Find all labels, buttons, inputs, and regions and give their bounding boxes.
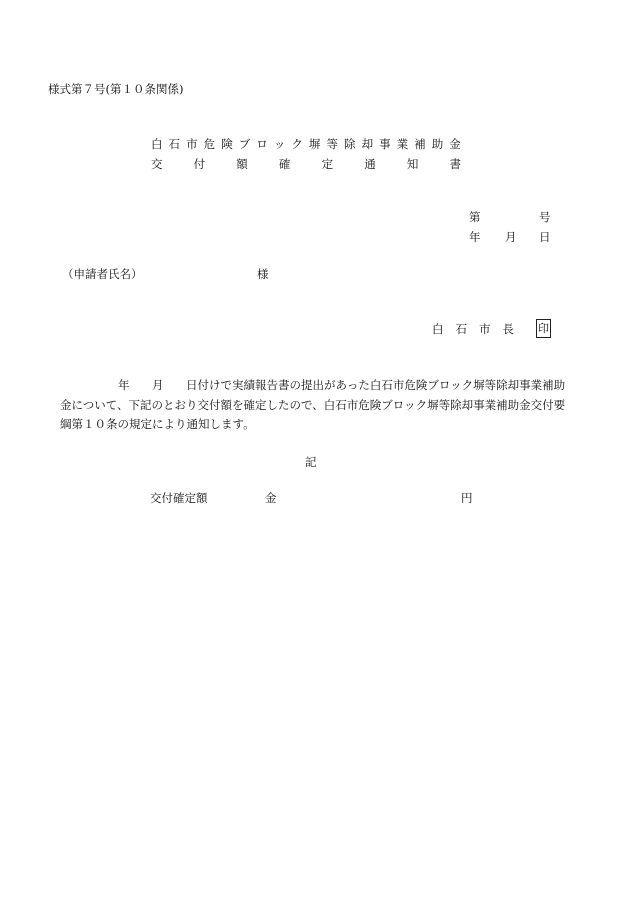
- subtitle-char: 知: [406, 157, 419, 171]
- title-char: 除: [344, 137, 356, 151]
- title-char: 却: [361, 137, 374, 151]
- subtitle-char: 交: [151, 157, 163, 171]
- subtitle-char: 額: [236, 157, 248, 171]
- subtitle-char: 定: [321, 157, 334, 171]
- body-text-line: 綱第１０条の規定により通知します。: [60, 417, 255, 431]
- title-char: ブ: [238, 137, 251, 151]
- subtitle-char: 付: [193, 157, 206, 171]
- title-char: 補: [414, 137, 426, 151]
- reference-number-label: 第: [469, 210, 481, 224]
- body-date-month: 月: [152, 378, 164, 392]
- title-char: 市: [186, 137, 198, 151]
- ki-heading: 記: [305, 455, 317, 469]
- body-date-year: 年: [118, 378, 130, 392]
- issue-date-month: 月: [505, 230, 517, 244]
- title-char: ロ: [256, 137, 268, 151]
- subtitle-char: 書: [449, 157, 461, 171]
- issuer-char: 石: [455, 322, 467, 336]
- applicant-name-label: （申請者氏名）: [62, 267, 143, 281]
- seal-stamp: 印: [536, 319, 551, 338]
- subtitle-char: 確: [278, 157, 291, 171]
- applicant-honorific: 様: [257, 267, 269, 281]
- amount-kin-prefix: 金: [265, 491, 277, 505]
- body-text-line: 金について、下記のとおり交付額を確定したので、白石市危険ブロック塀等除却事業補助金交付要: [60, 398, 566, 412]
- title-char: ク: [291, 137, 303, 151]
- title-char: 白: [151, 137, 163, 151]
- title-char: 危: [203, 137, 216, 151]
- title-char: 険: [221, 137, 233, 151]
- title-char: 金: [449, 137, 461, 151]
- title-char: 助: [431, 137, 444, 151]
- title-char: ッ: [273, 137, 286, 151]
- title-char: 業: [396, 137, 409, 151]
- title-char: 石: [168, 137, 181, 151]
- title-char: 事: [379, 137, 391, 151]
- issue-date-year: 年: [469, 230, 481, 244]
- issuer-char: 市: [479, 322, 491, 336]
- amount-yen-suffix: 円: [461, 491, 473, 505]
- amount-label: 交付確定額: [150, 491, 208, 505]
- issuer-char: 白: [432, 322, 444, 336]
- title-char: 塀: [308, 137, 321, 151]
- document-title: [151, 138, 461, 152]
- issuer-title: [432, 323, 514, 337]
- title-char: 等: [326, 137, 338, 151]
- subtitle-char: 通: [364, 157, 376, 171]
- issue-date-day: 日: [539, 230, 551, 244]
- body-text-line: 日付けで実績報告書の提出があった白石市危険ブロック塀等除却事業補助: [186, 378, 566, 392]
- reference-number-suffix: 号: [539, 210, 551, 224]
- form-number: 様式第７号(第１０条関係): [48, 82, 184, 96]
- issuer-char: 長: [502, 322, 514, 336]
- document-subtitle: [151, 158, 461, 172]
